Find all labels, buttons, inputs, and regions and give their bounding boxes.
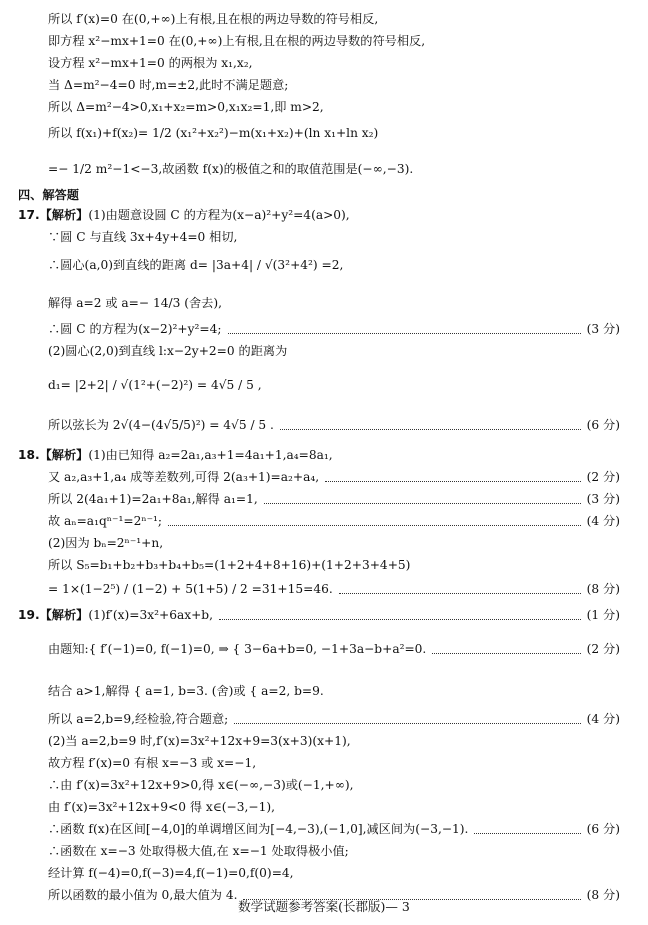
page-footer: 数学试题参考答案(长郡版)— 3 <box>238 899 410 914</box>
line-text: 即方程 x²−mx+1=0 在(0,+∞)上有根,且在根的两边导数的符号相反, <box>48 34 426 48</box>
line-text: 所以 f(x₁)+f(x₂)= 1/2 (x₁²+x₂²)−m(x₁+x₂)+(ln x₁+ln x₂) <box>48 126 379 140</box>
score-label: (8 分) <box>586 582 620 596</box>
line-text: (2)圆心(2,0)到直线 l:x−2y+2=0 的距离为 <box>48 344 288 358</box>
score-label: (8 分) <box>586 888 620 902</box>
line-text: (1)由题意设圆 C 的方程为(x−a)²+y²=4(a>0), <box>88 208 350 222</box>
line-text: 又 a₂,a₃+1,a₄ 成等差数列,可得 2(a₃+1)=a₂+a₄, <box>48 470 320 484</box>
line-text: 经计算 f(−4)=0,f(−3)=4,f(−1)=0,f(0)=4, <box>48 866 294 880</box>
line-text: 四、解答题 <box>18 188 79 202</box>
leader-dots <box>432 645 580 654</box>
leader-dots <box>219 611 581 620</box>
line-text: 由 f′(x)=3x²+12x+9<0 得 x∈(−3,−1), <box>48 800 275 814</box>
line-text: (2)当 a=2,b=9 时,f′(x)=3x²+12x+9=3(x+3)(x+1), <box>48 734 351 748</box>
line-text: 所以 a=2,b=9,经检验,符合题意; <box>48 712 229 726</box>
line-text: 结合 a>1,解得 { a=1, b=3. (舍)或 { a=2, b=9. <box>48 684 324 698</box>
leader-dots <box>339 585 581 594</box>
line-text: ∴由 f′(x)=3x²+12x+9>0,得 x∈(−∞,−3)或(−1,+∞), <box>48 778 354 792</box>
score-label: (4 分) <box>586 712 620 726</box>
score-label: (2 分) <box>586 470 620 484</box>
line-text: 故 aₙ=a₁qⁿ⁻¹=2ⁿ⁻¹; <box>48 514 163 528</box>
line-text: 所以弦长为 2√(4−(4√5/5)²) = 4√5 / 5 . <box>48 418 274 432</box>
line-text: = 1×(1−2⁵) / (1−2) + 5(1+5) / 2 =31+15=46. <box>48 582 333 596</box>
line-text: ∵圆 C 与直线 3x+4y+4=0 相切, <box>48 230 238 244</box>
line-text: 故方程 f′(x)=0 有根 x=−3 或 x=−1, <box>48 756 257 770</box>
question-tag: 17.【解析】 <box>18 208 89 222</box>
line-text: (2)因为 bₙ=2ⁿ⁻¹+n, <box>48 536 164 550</box>
score-label: (6 分) <box>586 822 620 836</box>
line-text: ∴函数 f(x)在区间[−4,0]的单调增区间为[−4,−3),(−1,0],减区间为(−3,−1). <box>48 822 469 836</box>
score-label: (2 分) <box>586 642 620 656</box>
line-text: ∴圆 C 的方程为(x−2)²+y²=4; <box>48 322 222 336</box>
score-label: (3 分) <box>586 322 620 336</box>
leader-dots <box>474 825 580 834</box>
line-text: 当 Δ=m²−4=0 时,m=±2,此时不满足题意; <box>48 78 289 92</box>
leader-dots <box>280 421 581 430</box>
line-text: 所以 2(4a₁+1)=2a₁+8a₁,解得 a₁=1, <box>48 492 258 506</box>
score-label: (4 分) <box>586 514 620 528</box>
line-text: 解得 a=2 或 a=− 14/3 (舍去), <box>48 296 222 310</box>
line-text: =− 1/2 m²−1<−3,故函数 f(x)的极值之和的取值范围是(−∞,−3). <box>48 162 414 176</box>
line-text: 所以 Δ=m²−4>0,x₁+x₂=m>0,x₁x₂=1,即 m>2, <box>48 100 324 114</box>
line-text: 所以 S₅=b₁+b₂+b₃+b₄+b₅=(1+2+4+8+16)+(1+2+3+4+5) <box>48 558 411 572</box>
score-label: (6 分) <box>586 418 620 432</box>
line-text: ∴圆心(a,0)到直线的距离 d= |3a+4| / √(3²+4²) =2, <box>48 258 344 272</box>
line-text: d₁= |2+2| / √(1²+(−2)²) = 4√5 / 5 , <box>48 378 262 392</box>
score-label: (1 分) <box>586 608 620 622</box>
line-text: (1)由已知得 a₂=2a₁,a₃+1=4a₁+1,a₄=8a₁, <box>88 448 333 462</box>
question-tag: 19.【解析】 <box>18 608 89 622</box>
leader-dots <box>325 473 581 482</box>
line-text: ∴函数在 x=−3 处取得极大值,在 x=−1 处取得极小值; <box>48 844 349 858</box>
leader-dots <box>264 495 581 504</box>
line-text: 所以函数的最小值为 0,最大值为 4. <box>48 888 238 902</box>
line-text: 设方程 x²−mx+1=0 的两根为 x₁,x₂, <box>48 56 253 70</box>
line-text: 所以 f′(x)=0 在(0,+∞)上有根,且在根的两边导数的符号相反, <box>48 12 379 26</box>
line-text: 由题知:{ f′(−1)=0, f(−1)=0, ⇒ { 3−6a+b=0, −1+3a−b+a²=0. <box>48 642 427 656</box>
leader-dots <box>234 715 580 724</box>
question-tag: 18.【解析】 <box>18 448 89 462</box>
leader-dots <box>228 325 581 334</box>
score-label: (3 分) <box>586 492 620 506</box>
line-text: (1)f′(x)=3x²+6ax+b, <box>88 608 213 622</box>
leader-dots <box>168 517 581 526</box>
